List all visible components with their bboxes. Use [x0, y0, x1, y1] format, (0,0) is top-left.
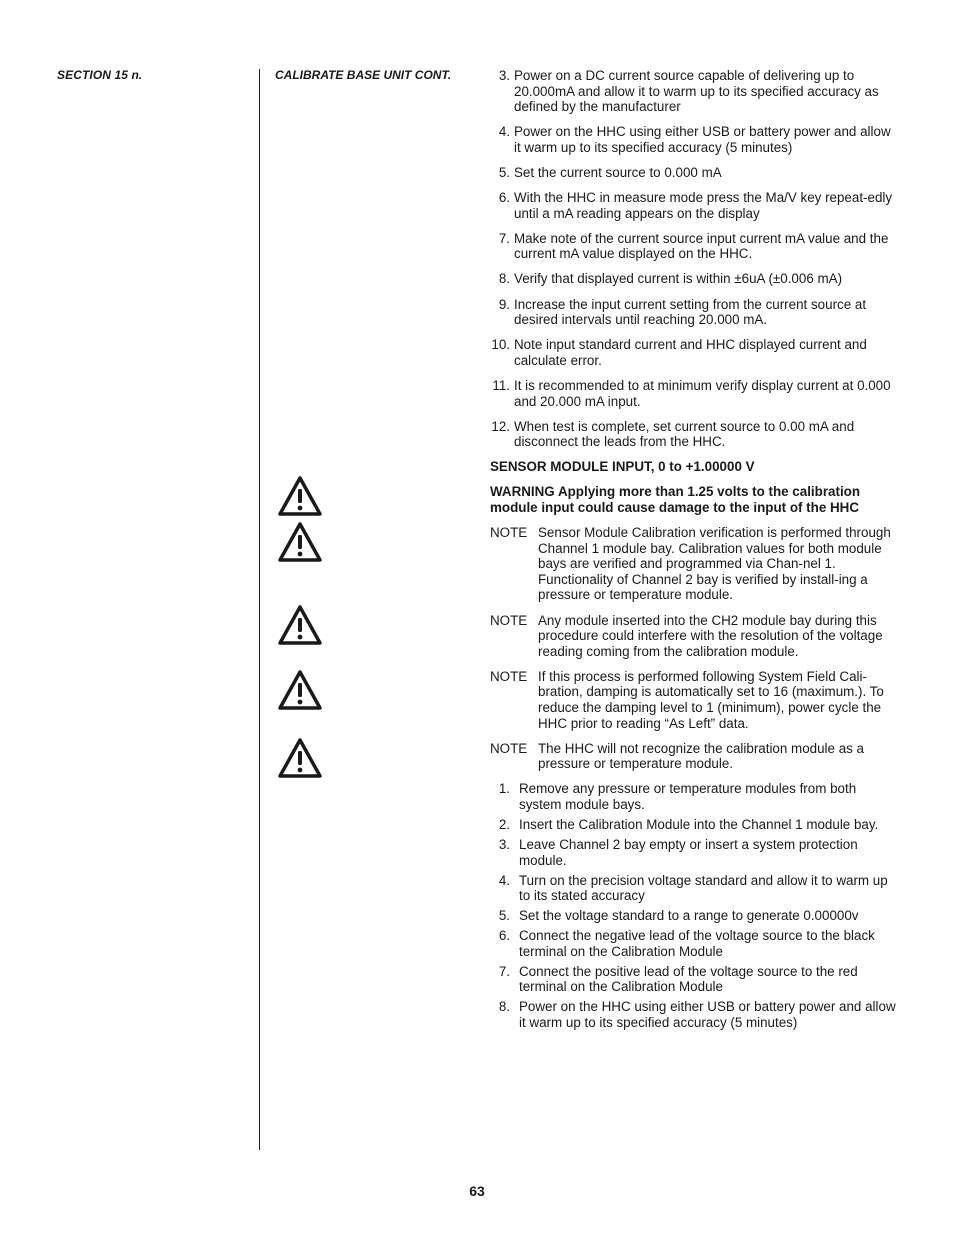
list-item: 6. Connect the negative lead of the voltage source to the black terminal on the Calibration Module [498, 928, 875, 959]
sensor-steps-list [490, 781, 900, 1030]
note-item: NOTE The HHC will not recognize the calibration module as a pressure or temperature module. [490, 740, 864, 772]
list-item: 12. When test is complete, set current source to 0.00 mA and disconnect the leads from the HHC. [491, 418, 855, 450]
warning-icon [277, 521, 323, 563]
list-item: 3. Leave Channel 2 bay empty or insert a system protection module. [498, 836, 858, 868]
column-divider [259, 69, 260, 1150]
section-label: SECTION 15 n. [57, 68, 143, 82]
current-steps-list [490, 68, 900, 450]
list-item: 5. Set the voltage standard to a range to generate 0.00000v [498, 908, 859, 924]
page-number: 63 [469, 1183, 485, 1199]
list-item: 3. Power on a DC current source capable of delivering up to 20.000mA and allow it to warm up to its specified accuracy as defined by the manufacturer [498, 68, 879, 115]
warning-text: WARNING Applying more than 1.25 volts to the calibration module input could cause damage to the input of the HHC [490, 484, 861, 515]
warning-icon [277, 604, 323, 646]
list-item: 11. It is recommended to at minimum verify display current at 0.000 and 20.000 mA input. [492, 377, 891, 409]
warning-icon [277, 737, 323, 779]
subsection-label: CALIBRATE BASE UNIT CONT. [275, 68, 452, 82]
list-item: 6. With the HHC in measure mode press the Ma/V key repeat-edly until a mA reading appears on the display [498, 190, 893, 221]
list-item: 5. Set the current source to 0.000 mA [498, 164, 722, 180]
sensor-module-heading: SENSOR MODULE INPUT, 0 to +1.00000 V [490, 459, 755, 475]
list-item: 7. Make note of the current source input current mA value and the current mA value displayed on the HHC. [498, 230, 889, 262]
list-item: 1. Remove any pressure or temperature modules from both system module bays. [498, 781, 857, 812]
note-item: NOTE Any module inserted into the CH2 module bay during this procedure could interfere with the resolution of the voltage reading coming from the calibration module. [490, 612, 883, 659]
list-item: 2. Insert the Calibration Module into the Channel 1 module bay. [498, 816, 879, 832]
warning-icon [277, 475, 323, 517]
note-item: NOTE Sensor Module Calibration verification is performed through Channel 1 module bay. Calibration values for both module bays are verified and programmed via Chan-nel 1. Functionality of Channel 2 bay is verified by install-ing a pressure or temperature module. [490, 525, 891, 603]
list-item: 7. Connect the positive lead of the voltage source to the red terminal on the Calibration Module [498, 963, 858, 995]
list-item: 8. Power on the HHC using either USB or battery power and allow it warm up to its specified accuracy (5 minutes) [498, 999, 896, 1030]
list-item: 8. Verify that displayed current is within ±6uA (±0.006 mA) [498, 271, 843, 287]
list-item: 4. Turn on the precision voltage standard and allow it to warm up to its stated accuracy [498, 872, 888, 904]
list-item: 10. Note input standard current and HHC displayed current and calculate error. [491, 337, 867, 368]
list-item: 9. Increase the input current setting from the current source at desired intervals until reaching 20.000 mA. [498, 296, 867, 328]
list-item: 4. Power on the HHC using either USB or battery power and allow it warm up to its specified accuracy (5 minutes) [498, 124, 891, 155]
main-content [490, 68, 900, 1035]
note-item: NOTE If this process is performed following System Field Cali-bration, damping is automatically set to 16 (maximum.). To reduce the damping level to 1 (minimum), power cycle the HHC prior to reading “As Left” data. [490, 668, 884, 731]
notes-list [490, 525, 900, 772]
warning-icon [277, 669, 323, 711]
